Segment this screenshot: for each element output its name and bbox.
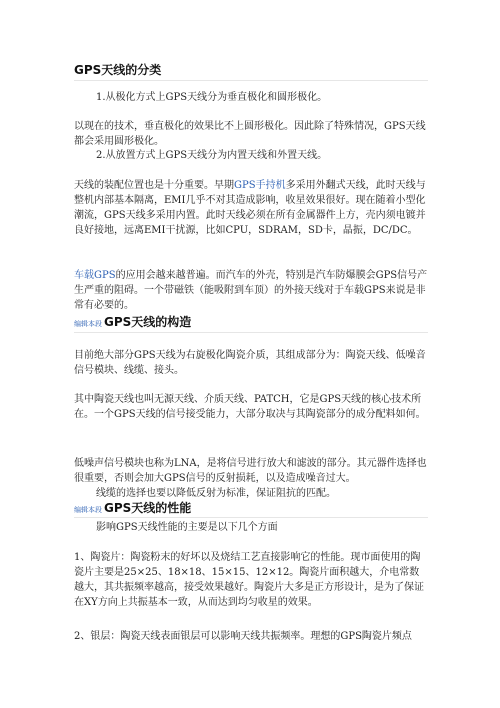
edit-section-link[interactable]: 编辑本段 — [74, 506, 102, 514]
section-divider — [74, 517, 428, 518]
section-divider — [74, 80, 428, 81]
paragraph: 其中陶瓷天线也叫无源天线、介质天线、PATCH，它是GPS天线的核心技术所在。一个GPS天线的信号接受能力，大部分取决与其陶瓷部分的成分配料如何。 — [74, 394, 426, 420]
text-run: 多采用外翻式天线，此时天线与整机内部基本隔离，EMI几乎不对其造成影响，收星效果很好。现在随着小型化潮流，GPS天线多采用内置。此时天线必须在所有金属器件上方，壳内须电镀并良好接地，远离EMI干扰源，比如CPU，SDRAM，SD卡，晶振，DC/DC。 — [74, 180, 426, 236]
paragraph-antenna-position — [74, 178, 428, 238]
paragraph: 低噪声信号模块也称为LNA，是将信号进行放大和滤波的部分。其元器件选择也很重要，否则会加大GPS信号的反射损耗，以及造成噪音过大。 — [74, 458, 427, 484]
paragraph: 以现在的技术，垂直极化的效果比不上圆形极化。因此除了特殊情况，GPS天线都会采用圆形极化。 — [74, 121, 426, 147]
paragraph: 1、陶瓷片：陶瓷粉末的好坏以及烧结工艺直接影响它的性能。现市面使用的陶瓷片主要是25×25、18×18、15×15、12×12。陶瓷片面积越大，介电常数越大，其共振频率越高，接受效果越好。陶瓷片大多是正方形设计，是为了保证在XY方向上共振基本一致，从而达到均匀收星的效果。 — [74, 552, 424, 608]
link-gps-handheld[interactable]: GPS手持机 — [234, 180, 286, 191]
paragraph-car-gps — [74, 268, 428, 313]
paragraph: 影响GPS天线性能的主要是以下几个方面 — [96, 522, 278, 533]
paragraph: 目前绝大部分GPS天线为右旋极化陶瓷介质，其组成部分为：陶瓷天线、低噪音信号模块、线缆、接头。 — [74, 350, 426, 376]
link-car-gps[interactable]: 车载GPS — [74, 270, 116, 281]
edit-section-link[interactable]: 编辑本段 — [74, 320, 102, 328]
paragraph: 1.从极化方式上GPS天线分为垂直极化和圆形极化。 — [96, 92, 328, 103]
text-run: 的应用会越来越普遍。而汽车的外壳，特别是汽车防爆膜会GPS信号产生严重的阻碍。一个带磁铁（能吸附到车顶）的外接天线对于车载GPS来说是非常有必要的。 — [74, 270, 428, 311]
section-title-text: GPS天线的构造 — [104, 315, 192, 329]
paragraph: 线缆的选择也要以降低反射为标准，保证阻抗的匹配。 — [96, 488, 336, 499]
section-title-text: GPS天线的性能 — [104, 501, 192, 515]
section-title-classification: GPS天线的分类 — [74, 63, 162, 77]
section-title-construction — [74, 314, 428, 332]
text-run: 天线的装配位置也是十分重要。早期 — [74, 180, 234, 191]
paragraph: 2、银层：陶瓷天线表面银层可以影响天线共振频率。理想的GPS陶瓷片频点 — [74, 631, 412, 642]
section-divider — [74, 332, 428, 333]
section-title-performance — [74, 500, 428, 518]
paragraph: 2.从放置方式上GPS天线分为内置天线和外置天线。 — [96, 150, 328, 161]
